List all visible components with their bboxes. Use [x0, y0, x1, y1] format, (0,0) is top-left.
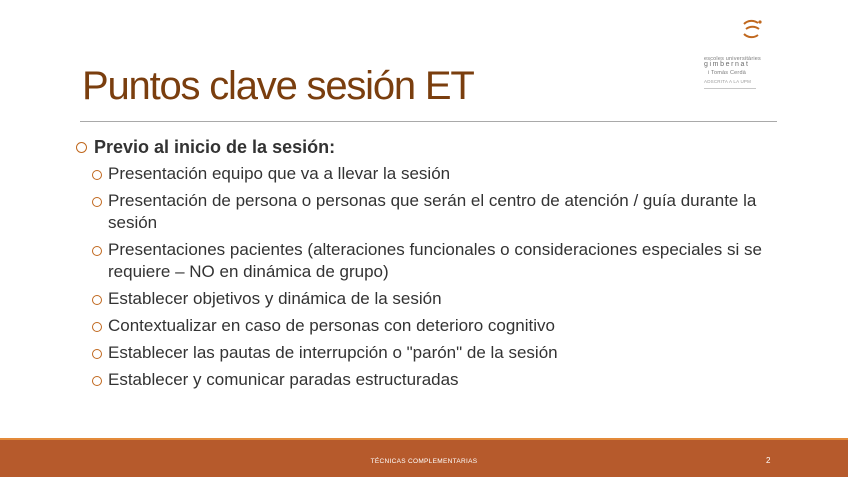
title-divider — [80, 121, 777, 122]
circle-bullet-icon — [76, 142, 87, 153]
footer-course-name: TÉCNICAS COMPLEMENTARIAS — [370, 458, 478, 465]
slide-title: Puntos clave sesión ET — [82, 64, 474, 108]
list-item-text: Establecer objetivos y dinámica de la sesión — [108, 289, 442, 308]
circle-bullet-icon — [92, 322, 102, 332]
logo-text-line3: i Tomàs Cerdà — [708, 70, 746, 76]
slide-content — [74, 134, 774, 391]
list-item — [74, 342, 774, 364]
circle-bullet-icon — [92, 246, 102, 256]
logo-mark-icon — [740, 18, 764, 40]
circle-bullet-icon — [92, 376, 102, 386]
list-item — [74, 288, 774, 310]
logo-text-line4: ADSCRITA A LA UPM — [704, 79, 752, 84]
list-item-text: Contextualizar en caso de personas con deterioro cognitivo — [108, 316, 555, 335]
circle-bullet-icon — [92, 295, 102, 305]
bullet-heading — [74, 134, 774, 160]
list-item-text: Establecer y comunicar paradas estructuradas — [108, 370, 459, 389]
page-number: 2 — [766, 456, 771, 465]
list-item-text: Presentación de persona o personas que serán el centro de atención / guía durante la sesión — [108, 191, 757, 232]
list-item-text: Presentación equipo que va a llevar la sesión — [108, 164, 451, 183]
list-item — [74, 315, 774, 337]
circle-bullet-icon — [92, 170, 102, 180]
list-item — [74, 369, 774, 391]
list-item — [74, 239, 774, 283]
logo-text-line2: gimbernat — [704, 61, 750, 68]
circle-bullet-icon — [92, 349, 102, 359]
list-item-text: Establecer las pautas de interrupción o "parón" de la sesión — [108, 343, 558, 362]
list-item — [74, 163, 774, 185]
logo-text-line1: escoles universitàries — [704, 56, 761, 62]
circle-bullet-icon — [92, 197, 102, 207]
list-item — [74, 190, 774, 234]
bullet-heading-text: Previo al inicio de la sesión: — [94, 137, 336, 157]
list-item-text: Presentaciones pacientes (alteraciones funcionales o consideraciones especiales si se requiere – NO en dinámica de grupo) — [108, 240, 762, 281]
institution-logo — [688, 14, 780, 84]
logo-divider — [704, 88, 756, 89]
